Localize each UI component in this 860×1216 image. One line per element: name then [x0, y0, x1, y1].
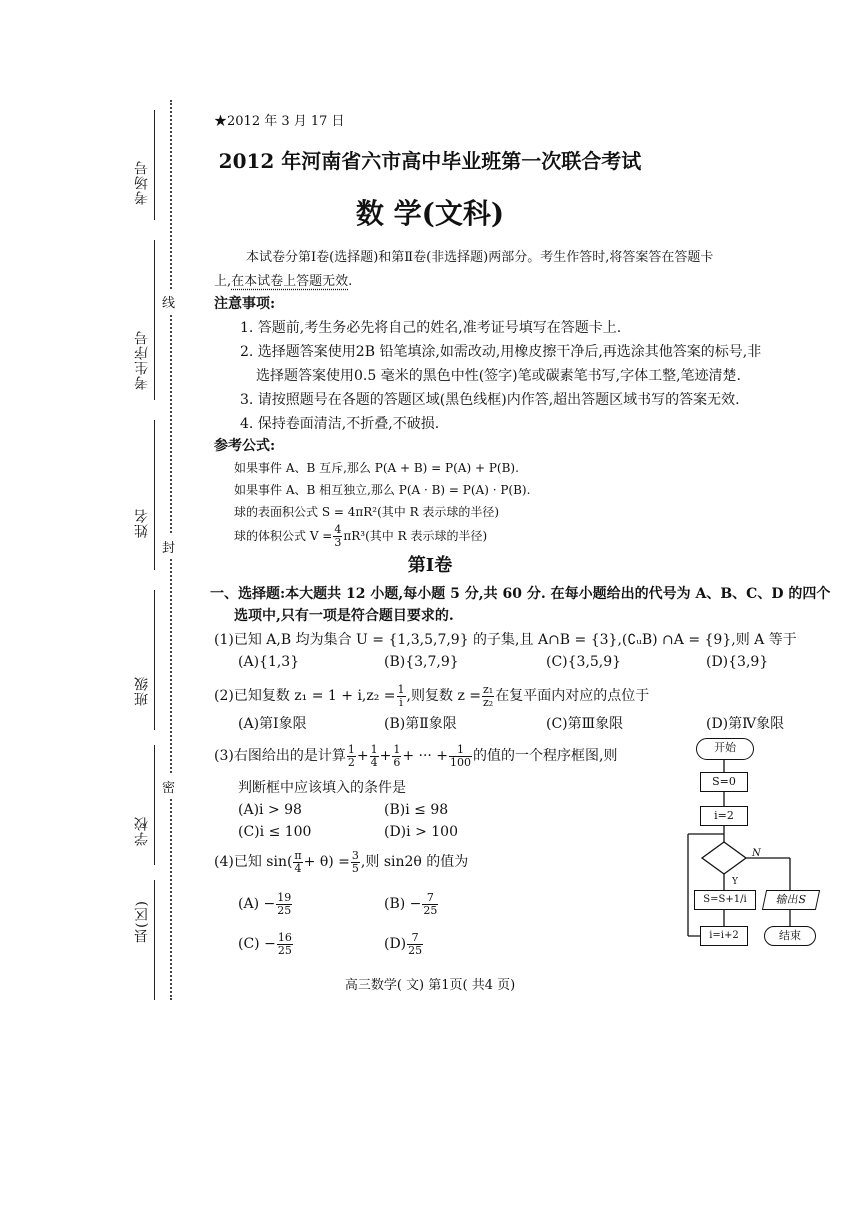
seal-mark-feng: 封: [162, 535, 175, 558]
seal-mark-mi: 密: [162, 775, 175, 798]
exam-title: 2012 年河南省六市高中毕业班第一次联合考试: [218, 149, 642, 173]
formula-sphere-volume: 球的体积公式 V = $\frac{4}{3}$ πR³(其中 R 表示球的半径): [234, 523, 488, 549]
subject-title: 数 学(文科): [355, 197, 505, 230]
notes-heading: 注意事项:: [214, 296, 276, 312]
flowchart-end: 结束: [764, 926, 816, 946]
q2-option-c: (C)第Ⅲ象限: [546, 716, 624, 732]
fraction: $\frac{1}{6}$: [393, 742, 401, 769]
seat-number-label: 考生序号: [134, 330, 150, 390]
q2-option-d: (D)第Ⅳ象限: [706, 716, 785, 732]
mc-instruction-2: 选项中,只有一项是符合题目要求的.: [234, 608, 454, 624]
flowchart-no-label: N: [752, 848, 761, 859]
formula-sphere-area: 球的表面积公式 S = 4πR²(其中 R 表示球的半径): [234, 505, 500, 519]
note-item-2: 2. 选择题答案使用2B 铅笔填涂,如需改动,用橡皮擦干净后,再选涂其他答案的标号,非: [240, 344, 762, 360]
seal-mark-line: 线: [162, 290, 175, 313]
school-label: 学校: [134, 816, 150, 846]
q2-option-a: (A)第Ⅰ象限: [238, 716, 307, 732]
fraction: $\frac{1}{i}$: [397, 682, 405, 709]
flowchart-update-i: i=i+2: [700, 926, 748, 946]
flowchart-update-s: S=S+1/i: [694, 890, 756, 910]
mc-instruction-1: 一、选择题:本大题共 12 小题,每小题 5 分,共 60 分. 在每小题给出的代号为 A、B、C、D 的四个: [210, 586, 831, 602]
fraction: $\frac{1}{2}$: [347, 742, 355, 769]
intro-emphasis: 在本试卷上答题无效: [231, 274, 349, 289]
q1-stem: (1)已知 A,B 均为集合 U = {1,3,5,7,9} 的子集,且 A∩B = {3},(∁ᵤB) ∩A = {9},则 A 等于: [214, 632, 797, 648]
formula-mutex: 如果事件 A、B 互斥,那么 P(A + B) = P(A) + P(B).: [234, 461, 519, 475]
fraction: $\frac{1}{100}$: [450, 742, 472, 769]
q1-option-b: (B){3,7,9}: [384, 654, 459, 670]
q2-option-b: (B)第Ⅱ象限: [384, 716, 457, 732]
fraction: $\frac{16}{25}$: [277, 930, 292, 957]
seat-number-line: [154, 240, 155, 400]
class-label: 班级: [134, 676, 150, 706]
q4-option-c: (C) − $\frac{16}{25}$: [238, 930, 292, 957]
name-line: [154, 420, 155, 570]
note-item-2-cont: 选择题答案使用0.5 毫米的黑色中性(签字)笔或碳素笔书写,字体工整,笔迹清楚.: [256, 368, 741, 384]
q4-option-b: (B) − $\frac{7}{25}$: [384, 890, 438, 917]
q4-option-a: (A) − $\frac{19}{25}$: [238, 890, 292, 917]
page-footer: 高三数学( 文) 第1页( 共4 页): [344, 978, 516, 993]
fraction: $\frac{4}{3}$: [334, 523, 342, 549]
section-title: 第Ⅰ卷: [407, 555, 453, 576]
flowchart-yes-label: Y: [732, 877, 738, 887]
q4-option-d: (D) $\frac{7}{25}$: [384, 930, 423, 957]
fraction: $\frac{19}{25}$: [277, 890, 292, 917]
class-line: [154, 590, 155, 730]
flowchart-init-i: i=2: [700, 806, 748, 826]
q3-option-a: (A)i > 98: [238, 802, 302, 818]
fraction: $\frac{7}{25}$: [408, 930, 423, 957]
exam-room-label: 考场号: [134, 160, 150, 205]
q3-option-b: (B)i ≤ 98: [384, 802, 449, 818]
name-label: 姓名: [134, 508, 150, 538]
fraction: $\frac{7}{25}$: [423, 890, 438, 917]
q1-option-d: (D){3,9}: [706, 654, 769, 670]
flowchart-connectors: [680, 736, 830, 956]
flowchart-start: 开始: [696, 738, 754, 760]
fraction: $\frac{3}{5}$: [351, 848, 359, 875]
fraction: $\frac{\text{z₁}}{\text{z₂}}$: [483, 682, 494, 709]
q3-stem: (3)右图给出的是计算 $\frac{1}{2}$ + $\frac{1}{4}$ + $\frac{1}{6}$ + ··· + $\frac{1}{100}$ 的值的一个程序框图,则: [214, 742, 618, 769]
fraction: $\frac{\pi}{4}$: [294, 848, 302, 875]
q1-option-c: (C){3,5,9}: [546, 654, 622, 670]
intro-line-2: 上,在本试卷上答题无效.: [214, 274, 353, 289]
q3-option-c: (C)i ≤ 100: [238, 824, 312, 840]
intro-line-1: 本试卷分第Ⅰ卷(选择题)和第Ⅱ卷(非选择题)两部分。考生作答时,将答案答在答题卡: [246, 250, 714, 265]
note-item-4: 4. 保持卷面清洁,不折叠,不破损.: [240, 416, 440, 432]
q2-stem: (2)已知复数 z₁ = 1 + i,z₂ = $\frac{1}{i}$ ,则复数 z = $\frac{\text{z₁}}{\text{z₂}}$ 在复平面内对应的点位于: [214, 682, 650, 709]
flowchart-output: 输出S: [762, 890, 820, 910]
q4-stem: (4)已知 sin( $\frac{\pi}{4}$ + θ) = $\frac{3}{5}$ ,则 sin2θ 的值为: [214, 848, 469, 875]
q3-option-d: (D)i > 100: [384, 824, 458, 840]
flowchart-init-s: S=0: [700, 772, 748, 792]
exam-date: ★2012 年 3 月 17 日: [214, 114, 345, 129]
q1-option-a: (A){1,3}: [238, 654, 300, 670]
formula-independent: 如果事件 A、B 相互独立,那么 P(A · B) = P(A) · P(B).: [234, 483, 531, 497]
q3-stem-2: 判断框中应该填入的条件是: [238, 780, 406, 796]
county-label: 县(区): [134, 900, 150, 943]
fraction: $\frac{1}{4}$: [370, 742, 378, 769]
school-line: [154, 745, 155, 865]
formulas-heading: 参考公式:: [214, 438, 276, 454]
note-item-1: 1. 答题前,考生务必先将自己的姓名,准考证号填写在答题卡上.: [240, 320, 622, 336]
note-item-3: 3. 请按照题号在各题的答题区域(黑色线框)内作答,超出答题区域书写的答案无效.: [240, 392, 740, 408]
